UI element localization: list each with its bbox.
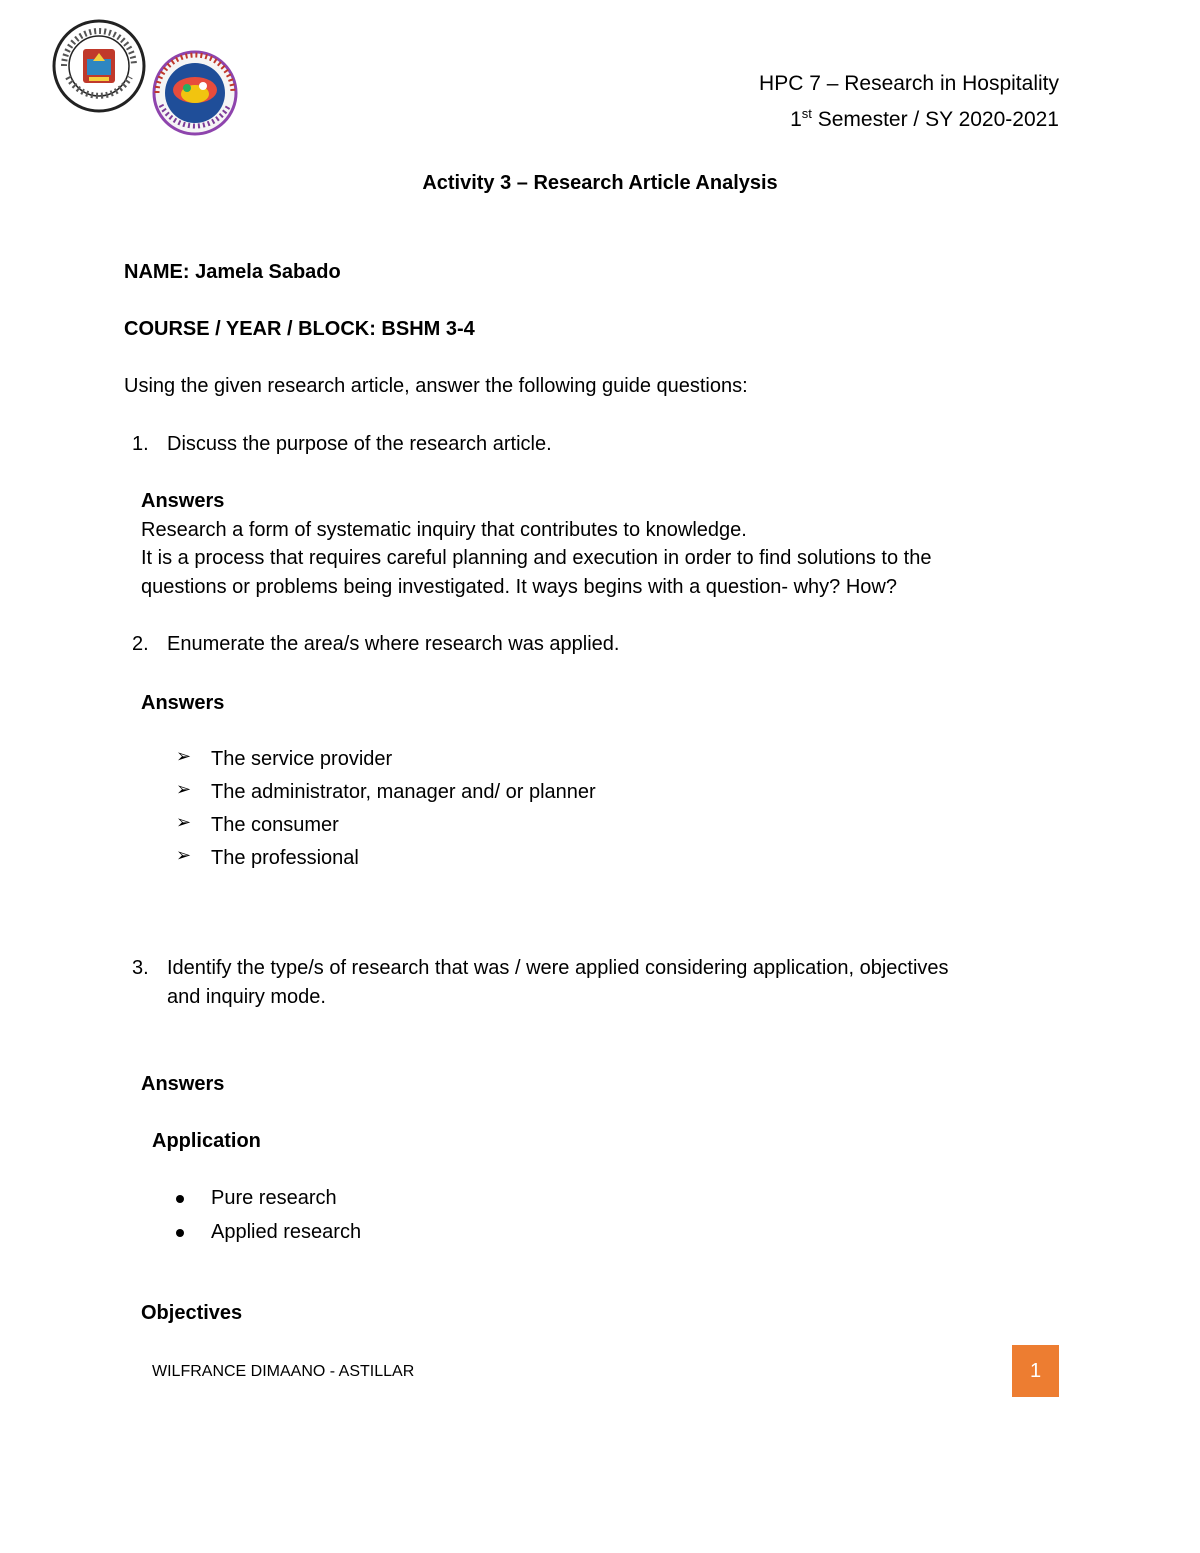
course-year-block: COURSE / YEAR / BLOCK: BSHM 3-4 <box>124 318 475 340</box>
question-2-text: Enumerate the area/s where research was applied. <box>167 633 620 655</box>
arrow-bullet-icon: ➢ <box>176 812 192 832</box>
list-item: The administrator, manager and/ or planner <box>211 781 596 803</box>
semester-number: 1 <box>790 108 802 131</box>
list-item: The professional <box>211 847 359 869</box>
arrow-bullet-icon: ➢ <box>176 746 192 766</box>
page-number-badge: 1 <box>1012 1345 1059 1397</box>
arrow-bullet-icon: ➢ <box>176 779 192 799</box>
college-seal-logo <box>151 50 239 136</box>
question-3-answers-label: Answers <box>141 1073 225 1095</box>
question-1-number: 1. <box>132 433 149 455</box>
bullet-dot-icon <box>176 1195 184 1203</box>
student-name: NAME: Jamela Sabado <box>124 261 341 283</box>
question-1-answers-label: Answers <box>141 490 225 512</box>
activity-title: Activity 3 – Research Article Analysis <box>422 172 778 194</box>
question-3-number: 3. <box>132 957 149 979</box>
application-heading: Application <box>152 1130 261 1152</box>
list-item: Pure research <box>211 1187 337 1209</box>
question-1-text: Discuss the purpose of the research article. <box>167 433 552 455</box>
list-item: Applied research <box>211 1221 362 1243</box>
list-item: The service provider <box>211 748 393 770</box>
question-1-answer-line: questions or problems being investigated. It ways begins with a question- why? How? <box>141 576 897 598</box>
course-header <box>759 69 1059 135</box>
question-2-answers-label: Answers <box>141 692 225 714</box>
instruction-text: Using the given research article, answer the following guide questions: <box>124 375 748 397</box>
university-seal-logo <box>52 17 146 115</box>
semester-suffix: st <box>801 106 812 121</box>
objectives-heading: Objectives <box>141 1302 243 1324</box>
arrow-bullet-icon: ➢ <box>176 845 192 865</box>
question-2-number: 2. <box>132 633 149 655</box>
question-3-text-line1: Identify the type/s of research that was / were applied considering application, objectives <box>167 957 949 979</box>
question-1-answer-line: Research a form of systematic inquiry that contributes to knowledge. <box>141 519 747 541</box>
footer-author: WILFRANCE DIMAANO - ASTILLAR <box>152 1363 415 1380</box>
semester-line <box>759 99 1059 135</box>
question-3-text-line2: and inquiry mode. <box>167 986 326 1008</box>
list-item: The consumer <box>211 814 339 836</box>
course-title: HPC 7 – Research in Hospitality <box>759 72 1059 95</box>
semester-rest: Semester / SY 2020-2021 <box>811 108 1059 131</box>
question-1-answer-line: It is a process that requires careful planning and execution in order to find solutions to the <box>141 547 932 569</box>
bullet-dot-icon <box>176 1229 184 1237</box>
